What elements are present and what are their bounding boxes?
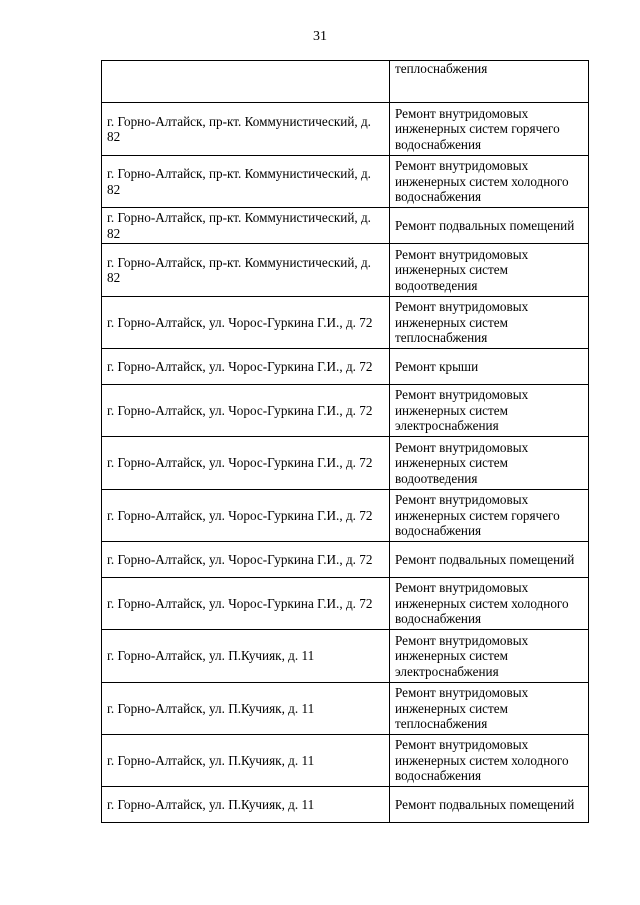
work-type-cell: Ремонт внутридомовых инженерных систем горячего водоснабжения	[390, 490, 589, 542]
address-cell: г. Горно-Алтайск, ул. Чорос-Гуркина Г.И., д. 72	[102, 385, 390, 437]
work-type-cell: Ремонт внутридомовых инженерных систем электроснабжения	[390, 385, 589, 437]
table-row	[102, 735, 589, 787]
work-type-cell: Ремонт внутридомовых инженерных систем теплоснабжения	[390, 297, 589, 349]
table-row	[102, 103, 589, 156]
address-cell: г. Горно-Алтайск, пр-кт. Коммунистический, д. 82	[102, 244, 390, 297]
address-cell: г. Горно-Алтайск, ул. Чорос-Гуркина Г.И., д. 72	[102, 297, 390, 349]
work-type-cell: Ремонт внутридомовых инженерных систем электроснабжения	[390, 630, 589, 683]
table-row	[102, 244, 589, 297]
table-row	[102, 156, 589, 208]
work-type-cell: Ремонт внутридомовых инженерных систем теплоснабжения	[390, 683, 589, 735]
address-cell: г. Горно-Алтайск, пр-кт. Коммунистический, д. 82	[102, 208, 390, 244]
work-type-cell: Ремонт внутридомовых инженерных систем холодного водоснабжения	[390, 735, 589, 787]
address-cell: г. Горно-Алтайск, ул. П.Кучияк, д. 11	[102, 735, 390, 787]
work-type-cell: Ремонт внутридомовых инженерных систем водоотведения	[390, 244, 589, 297]
work-type-cell: теплоснабжения	[390, 61, 589, 103]
work-type-cell: Ремонт внутридомовых инженерных систем холодного водоснабжения	[390, 578, 589, 630]
table-row	[102, 208, 589, 244]
table-row	[102, 385, 589, 437]
address-cell: г. Горно-Алтайск, пр-кт. Коммунистический, д. 82	[102, 103, 390, 156]
work-type-cell: Ремонт внутридомовых инженерных систем горячего водоснабжения	[390, 103, 589, 156]
address-cell: г. Горно-Алтайск, ул. Чорос-Гуркина Г.И., д. 72	[102, 490, 390, 542]
address-cell: г. Горно-Алтайск, ул. Чорос-Гуркина Г.И., д. 72	[102, 578, 390, 630]
address-cell: г. Горно-Алтайск, ул. Чорос-Гуркина Г.И., д. 72	[102, 542, 390, 578]
table-row	[102, 61, 589, 103]
address-cell: г. Горно-Алтайск, ул. Чорос-Гуркина Г.И., д. 72	[102, 349, 390, 385]
table-row	[102, 490, 589, 542]
work-type-cell: Ремонт крыши	[390, 349, 589, 385]
table-row	[102, 630, 589, 683]
table-row	[102, 683, 589, 735]
work-type-cell: Ремонт подвальных помещений	[390, 787, 589, 823]
address-cell: г. Горно-Алтайск, ул. П.Кучияк, д. 11	[102, 630, 390, 683]
address-cell: г. Горно-Алтайск, пр-кт. Коммунистический, д. 82	[102, 156, 390, 208]
work-type-cell: Ремонт подвальных помещений	[390, 542, 589, 578]
table-row	[102, 349, 589, 385]
work-type-cell: Ремонт подвальных помещений	[390, 208, 589, 244]
table-row	[102, 787, 589, 823]
table-row	[102, 437, 589, 490]
table-row	[102, 542, 589, 578]
page-number: 31	[313, 29, 327, 44]
work-type-cell: Ремонт внутридомовых инженерных систем водоотведения	[390, 437, 589, 490]
work-type-cell: Ремонт внутридомовых инженерных систем холодного водоснабжения	[390, 156, 589, 208]
table-row	[102, 297, 589, 349]
address-cell: г. Горно-Алтайск, ул. П.Кучияк, д. 11	[102, 787, 390, 823]
address-cell	[102, 61, 390, 103]
address-cell: г. Горно-Алтайск, ул. П.Кучияк, д. 11	[102, 683, 390, 735]
repair-works-table	[101, 60, 589, 823]
table-row	[102, 578, 589, 630]
address-cell: г. Горно-Алтайск, ул. Чорос-Гуркина Г.И., д. 72	[102, 437, 390, 490]
